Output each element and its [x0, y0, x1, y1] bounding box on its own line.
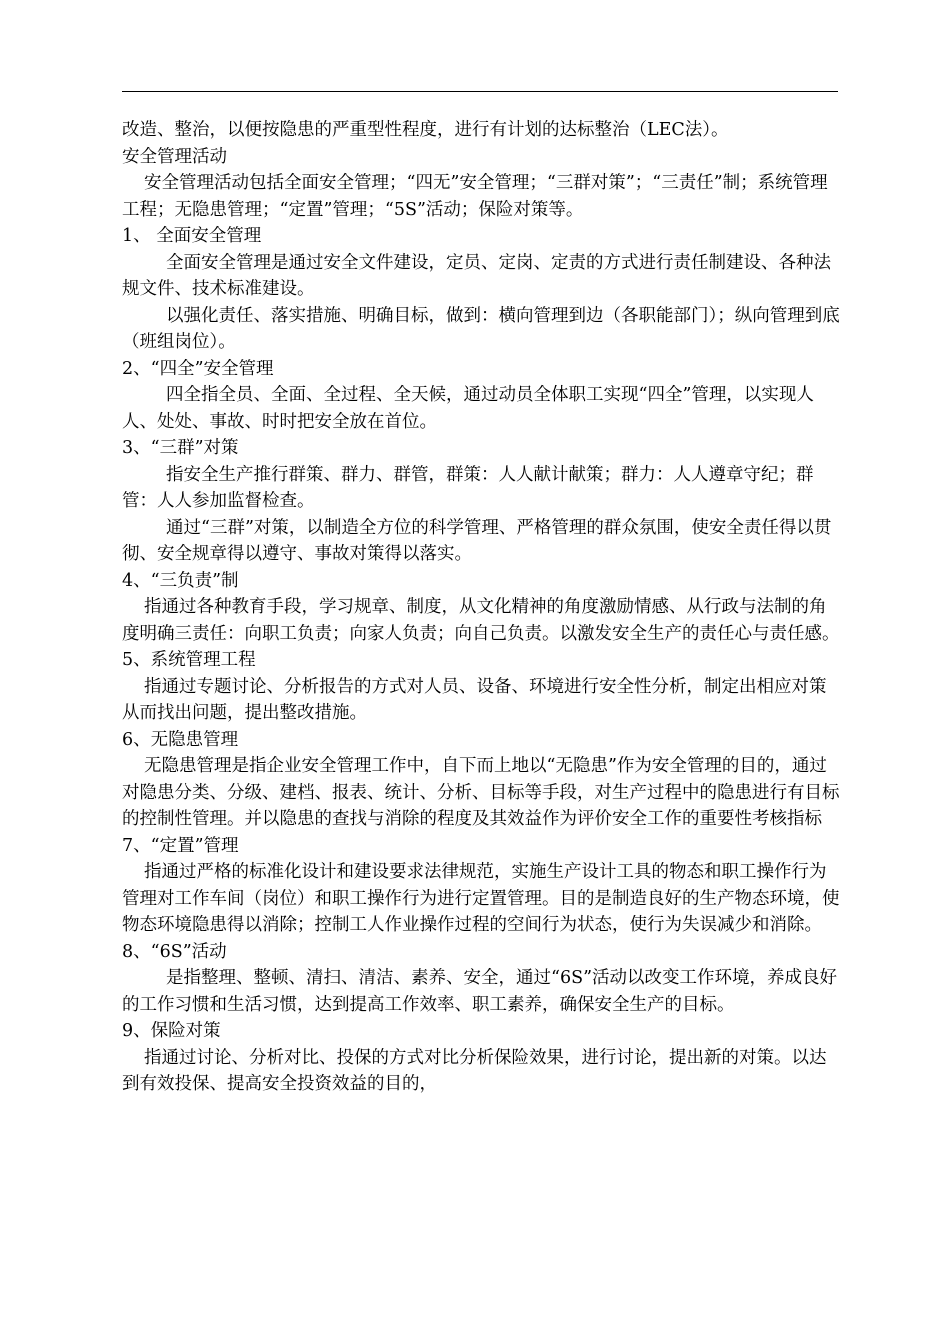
section-heading: 1、 全面安全管理	[122, 226, 262, 246]
paragraph: 指通过专题讨论、分析报告的方式对人员、设备、环境进行安全性分析，制定出相应对策从而找出问题，提出整改措施。	[122, 676, 827, 723]
paragraph: 改造、整治，以便按隐患的严重型性程度，进行有计划的达标整治（LEC法）。	[122, 120, 729, 140]
paragraph: 指通过讨论、分析对比、投保的方式对比分析保险效果，进行讨论，提出新的对策。以达到有效投保、提高安全投资效益的目的，	[122, 1047, 827, 1094]
paragraph: 通过“三群”对策，以制造全方位的科学管理、严格管理的群众氛围，使安全责任得以贯彻、安全规章得以遵守、事故对策得以落实。	[122, 517, 832, 564]
section-heading: 4、“三负责”制	[122, 570, 239, 591]
paragraph: 指通过严格的标准化设计和建设要求法律规范，实施生产设计工具的物态和职工操作行为管理对工作车间（岗位）和职工操作行为进行定置管理。目的是制造良好的生产物态环境，使物态环境隐患得以消除；控制工人作业操作过程的空间行为状态，使行为失误减少和消除。	[122, 862, 840, 935]
paragraph: 是指整理、整顿、清扫、清洁、素养、安全，通过“6S”活动以改变工作环境，养成良好的工作习惯和生活习惯，达到提高工作效率、职工素养，确保安全生产的目标。	[122, 968, 838, 1015]
section-heading: 5、系统管理工程	[122, 650, 256, 670]
section-heading: 3、“三群”对策	[122, 438, 239, 458]
section-heading: 6、无隐患管理	[122, 729, 239, 750]
document-body	[122, 117, 842, 1098]
paragraph: 安全管理活动包括全面安全管理；“四无”安全管理；“三群对策”；“三责任”制；系统管理工程；无隐患管理；“定置”管理；“5S”活动；保险对策等。	[122, 173, 828, 220]
section-heading: 9、保险对策	[122, 1021, 221, 1041]
paragraph: 四全指全员、全面、全过程、全天候，通过动员全体职工实现“四全”管理，以实现人人、处处、事故、时时把安全放在首位。	[122, 385, 814, 432]
paragraph: 以强化责任、落实措施、明确目标，做到：横向管理到边（各职能部门）；纵向管理到底（班组岗位）。	[122, 305, 840, 352]
section-heading: 安全管理活动	[122, 146, 227, 167]
paragraph: 全面安全管理是通过安全文件建设，定员、定岗、定责的方式进行责任制建设、各种法规文件、技术标准建设。	[122, 252, 831, 299]
section-heading: 7、“定置”管理	[122, 835, 239, 856]
section-heading: 8、“6S”活动	[122, 941, 227, 962]
paragraph: 指通过各种教育手段，学习规章、制度，从文化精神的角度激励情感、从行政与法制的角度明确三责任：向职工负责；向家人负责；向自己负责。以激发安全生产的责任心与责任感。	[122, 597, 840, 644]
paragraph: 指安全生产推行群策、群力、群管，群策：人人献计献策；群力：人人遵章守纪；群管：人人参加监督检查。	[122, 464, 814, 511]
section-heading: 2、“四全”安全管理	[122, 358, 274, 379]
paragraph: 无隐患管理是指企业安全管理工作中，自下而上地以“无隐患”作为安全管理的目的，通过对隐患分类、分级、建档、报表、统计、分析、目标等手段，对生产过程中的隐患进行有目标的控制性管理。并以隐患的查找与消除的程度及其效益作为评价安全工作的重要性考核指标	[122, 756, 840, 829]
header-rule	[122, 91, 838, 92]
